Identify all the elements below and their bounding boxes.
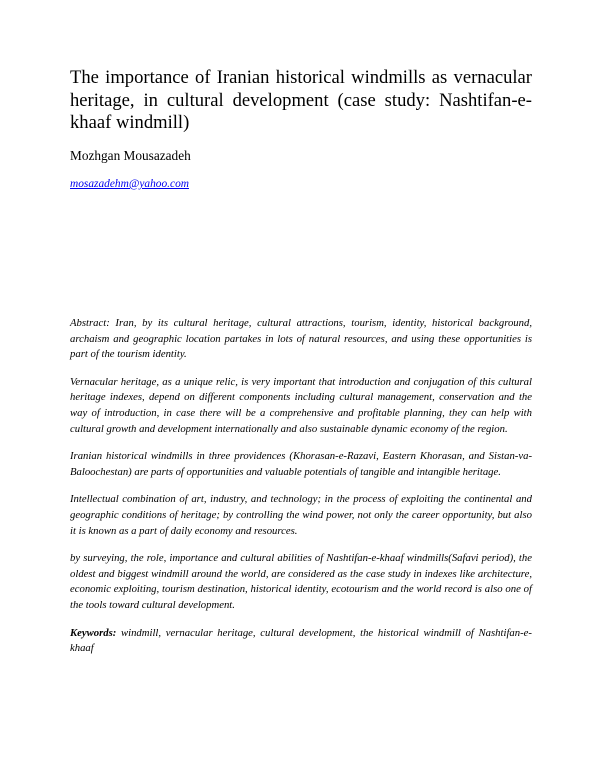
abstract-paragraph-5: by surveying, the role, importance and cultural abilities of Nashtifan-e-khaaf windmills(Safavi period), the oldest and biggest windmill around the world, are considered as the case study in indexes like architecture, economic exploiting, tourism destination, historical identity, ecotourism and the world record is also one of the tools toward cultural development. <box>70 552 532 611</box>
keywords-label: Keywords: <box>70 626 117 639</box>
author-name: Mozhgan Mousazadeh <box>70 148 191 163</box>
abstract-paragraph-2: Vernacular heritage, as a unique relic, is very important that introduction and conjugation of this cultural heritage indexes, depend on different components including cultural management, conservation and the way of introduction, in case there will be a comprehensive and profitable planning, they can help with cultural growth and development internationally and also sustainable dynamic economy of the region. <box>70 375 532 435</box>
keywords-text: windmill, vernacular heritage, cultural development, the historical windmill of Nashtifan-e-khaaf <box>70 626 532 655</box>
abstract-paragraph-3: Iranian historical windmills in three providences (Khorasan-e-Razavi, Eastern Khorasan, and Sistan-va-Baloochestan) are parts of opportunities and valuable potentials of tangible and intangible heritage. <box>70 450 532 478</box>
abstract-section <box>70 316 532 669</box>
author-email-link[interactable]: mosazadehm@yahoo.com <box>70 178 189 190</box>
paper-title: The importance of Iranian historical windmills as vernacular heritage, in cultural development (case study: Nashtifan-e-khaaf windmill) <box>70 67 532 133</box>
keywords-paragraph <box>70 626 532 657</box>
abstract-paragraph-1: Abstract: Iran, by its cultural heritage, cultural attractions, tourism, identity, historical background, archaism and geographic location partakes in lots of natural resources, and using these opportunities is part of the tourism identity. <box>70 317 532 361</box>
abstract-paragraph-4: Intellectual combination of art, industry, and technology; in the process of exploiting the continental and geographic conditions of heritage; by controlling the wind power, not only the career opportunity, but also it is known as a part of daily economy and resources. <box>70 493 532 537</box>
